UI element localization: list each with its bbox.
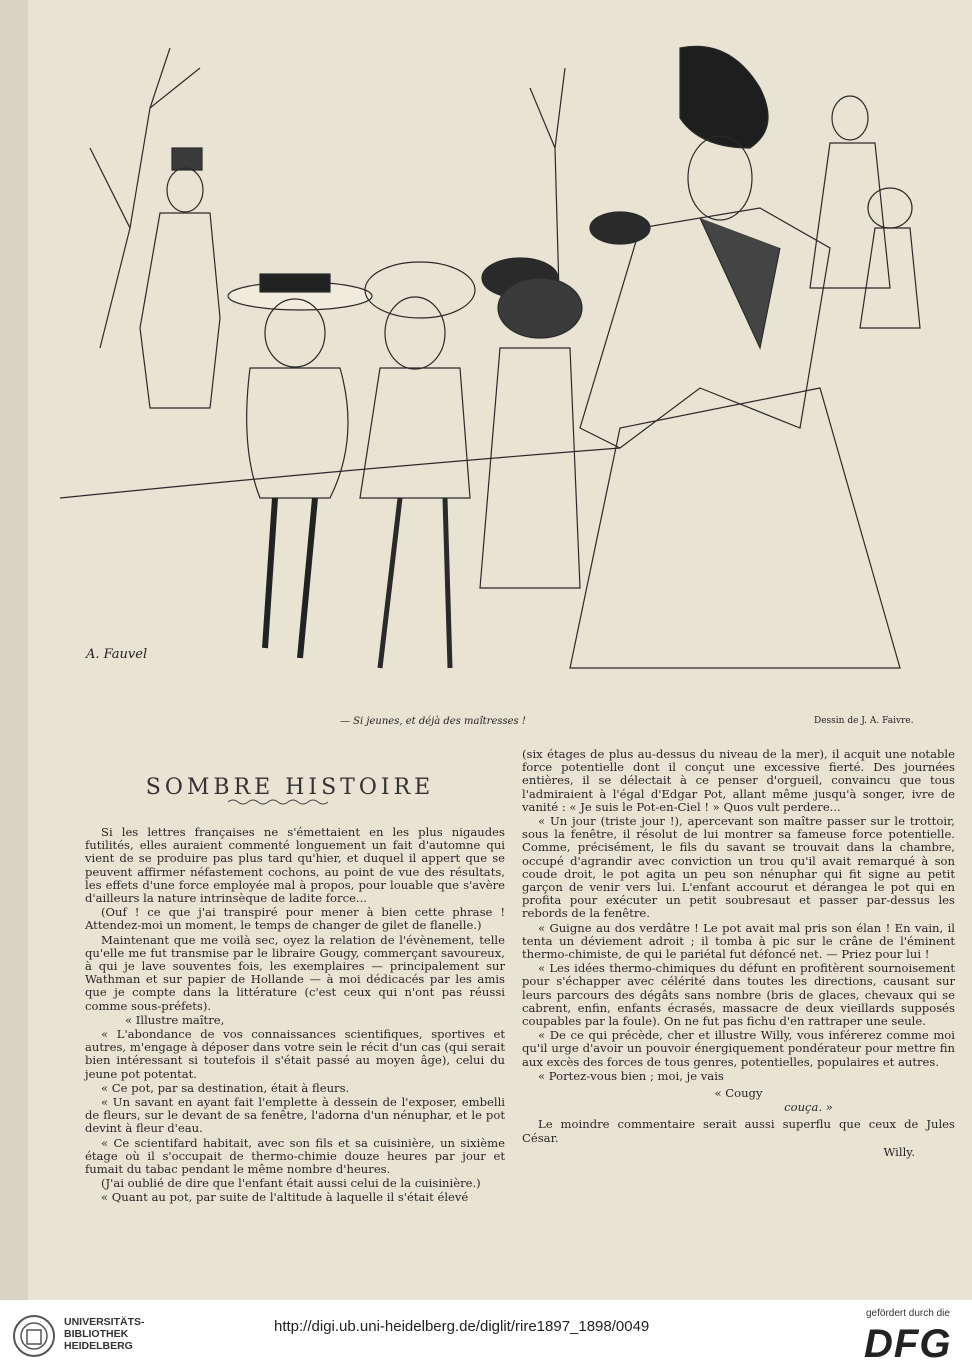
paragraph: Maintenant que me voilà sec, oyez la relation de l'évènement, telle qu'elle me fut transmise par le libraire Gougy, commerçant savoureux, à qui je lave souventes fois, les exemplaires — principalement sur Wathman et sur papier de Hollande — à moi dédicacés par les amis que je compte dans la littérature (c'est ceux qui n'ont pas réussi comme sous-préfets). xyxy=(85,932,505,1013)
paragraph: Si les lettres françaises ne s'émettaient en les plus nigaudes futilités, elles auraient commenté longuement un fait d'automne qui vient de se produire pas plus tard qu'hier, et duquel il appert que se peuvent affirmer néfastement cochons, au point de vue des résultats, les effets d'une force employée mal à propos, pour louable que s'avère d'ailleurs la nature intrinsèque de ladite force... xyxy=(85,825,505,906)
title-flourish xyxy=(228,798,328,806)
illustration-drawing xyxy=(60,28,930,708)
illustration xyxy=(60,28,930,708)
artist-signature: A. Fauvel xyxy=(86,647,148,662)
paragraph: « Portez-vous bien ; moi, je vais xyxy=(538,1068,724,1083)
article-title: SOMBRE HISTOIRE xyxy=(145,774,435,800)
footer-bar xyxy=(0,1300,972,1372)
letter-signature-word: couça. » xyxy=(784,1100,833,1115)
paragraph: « Les idées thermo-chimiques du défunt en profitèrent sournoisement pour s'échapper avec célérité dans toutes les directions, causant sur leurs parcours des dégâts sans nombre (bris de glaces, chevaux qui se cabrent, enfin, enfants écrasés, massacre de deux vieillards supposés coupables par la foule). On ne fut pas fichu d'en rattraper une seule. xyxy=(522,961,955,1029)
background-woman xyxy=(810,96,890,288)
article-right-column xyxy=(522,748,955,1160)
paragraph: « Guigne au dos verdâtre ! Le pot avait mal pris son élan ! En vain, il tenta un déviement adroit ; il tomba à pic sur le crâne de l'éminent thermo-chimiste, de qui le pariétal fut défoncé net. — Priez pour lui ! xyxy=(522,920,955,962)
children-group xyxy=(480,212,650,588)
paragraph: « Quant au pot, par suite de l'altitude à laquelle il s'était élevé xyxy=(101,1190,469,1205)
paragraph: « Un jour (triste jour !), apercevant son maître passer sur le trottoir, sous la fenêtre, il résolut de lui montrer sa fameuse force potentielle. Comme, précisément, le fils du savant se trouvait dans la chambre, occupé d'agrandir avec conviction un trou qu'il avait remarqué à son coude droit, le pot agita un peu son nénuphar qui fit signe au petit garçon de venir vers lui. L'enfant accourut et dérangea le pot qui en profita pour exécuter un petit soubresaut et passer par-dessus les rebords de la fenêtre. xyxy=(522,814,955,921)
letter-signature-name: « Cougy xyxy=(714,1086,763,1101)
paragraph: « De ce qui précède, cher et illustre Willy, vous inférerez comme moi qu'il urge d'avoir un pouvoir énergiquement pondérateur pour mettre fin aux excès des forces de tous genres, potentielles, populaires et autres. xyxy=(522,1028,955,1069)
girl-figure xyxy=(228,274,372,658)
paragraph: « Un savant en ayant fait l'emplette à dessein de l'exposer, embelli de fleurs, sur le devant de sa fenêtre, l'adorna d'un nénuphar, et le pot devint à fleur d'eau. xyxy=(85,1095,505,1136)
source-url-link[interactable]: http://digi.ub.uni-heidelberg.de/diglit/rire1897_1898/0049 xyxy=(274,1318,650,1335)
paragraph: « Ce scientifard habitait, avec son fils et sa cuisinière, un sixième étage où il s'occupait de thermo-chimie douze heures par jour et fumait du tabac pendant le même nombre d'heures. xyxy=(85,1135,505,1177)
paragraph: (J'ai oublié de dire que l'enfant était aussi celui de la cuisinière.) xyxy=(101,1176,481,1191)
background-child xyxy=(860,188,920,328)
paragraph: (Ouf ! ce que j'ai transpiré pour mener à bien cette phrase ! Attendez-moi un moment, le temps de changer de gilet de flanelle.) xyxy=(85,905,505,933)
funding-label: gefördert durch die xyxy=(866,1308,950,1319)
paragraph: « L'abondance de vos connaissances scientifiques, sportives et autres, m'engage à déposer dans votre sein le récit d'un cas (qui serait bien intéressant si toutefois il s'était passé au moyen âge), celui du jeune pot potentat. xyxy=(85,1027,505,1081)
institution-name: UNIVERSITÄTS- BIBLIOTHEK HEIDELBERG xyxy=(64,1316,145,1352)
illustration-credit: Dessin de J. A. Faivre. xyxy=(814,716,914,726)
illustration-caption: — Si jeunes, et déjà des maîtresses ! xyxy=(340,716,526,727)
university-seal-icon xyxy=(12,1314,56,1358)
paragraph: « Illustre maître, xyxy=(125,1012,225,1027)
dfg-logo: DFG xyxy=(864,1322,952,1366)
author-name: Willy. xyxy=(883,1144,915,1159)
article-left-column xyxy=(85,826,505,1206)
paragraph: « Ce pot, par sa destination, était à fleurs. xyxy=(101,1080,350,1095)
man-figure xyxy=(140,148,220,408)
closing-paragraph: Le moindre commentaire serait aussi superflu que ceux de Jules César. xyxy=(522,1117,955,1145)
tree-left xyxy=(90,48,200,348)
paragraph: (six étages de plus au-dessus du niveau de la mer), il acquit une notable force potentielle dont il conçut une excessive fierté. Des journées entières, il se délectait à ce penser d'orgueil, convaincu que tous l'admiraient à l'égal d'Edgar Pot, allant même jusqu'à songer, ivre de vanité : « Je suis le Pot-en-Ciel ! » Quos vult perdere... xyxy=(522,747,955,814)
